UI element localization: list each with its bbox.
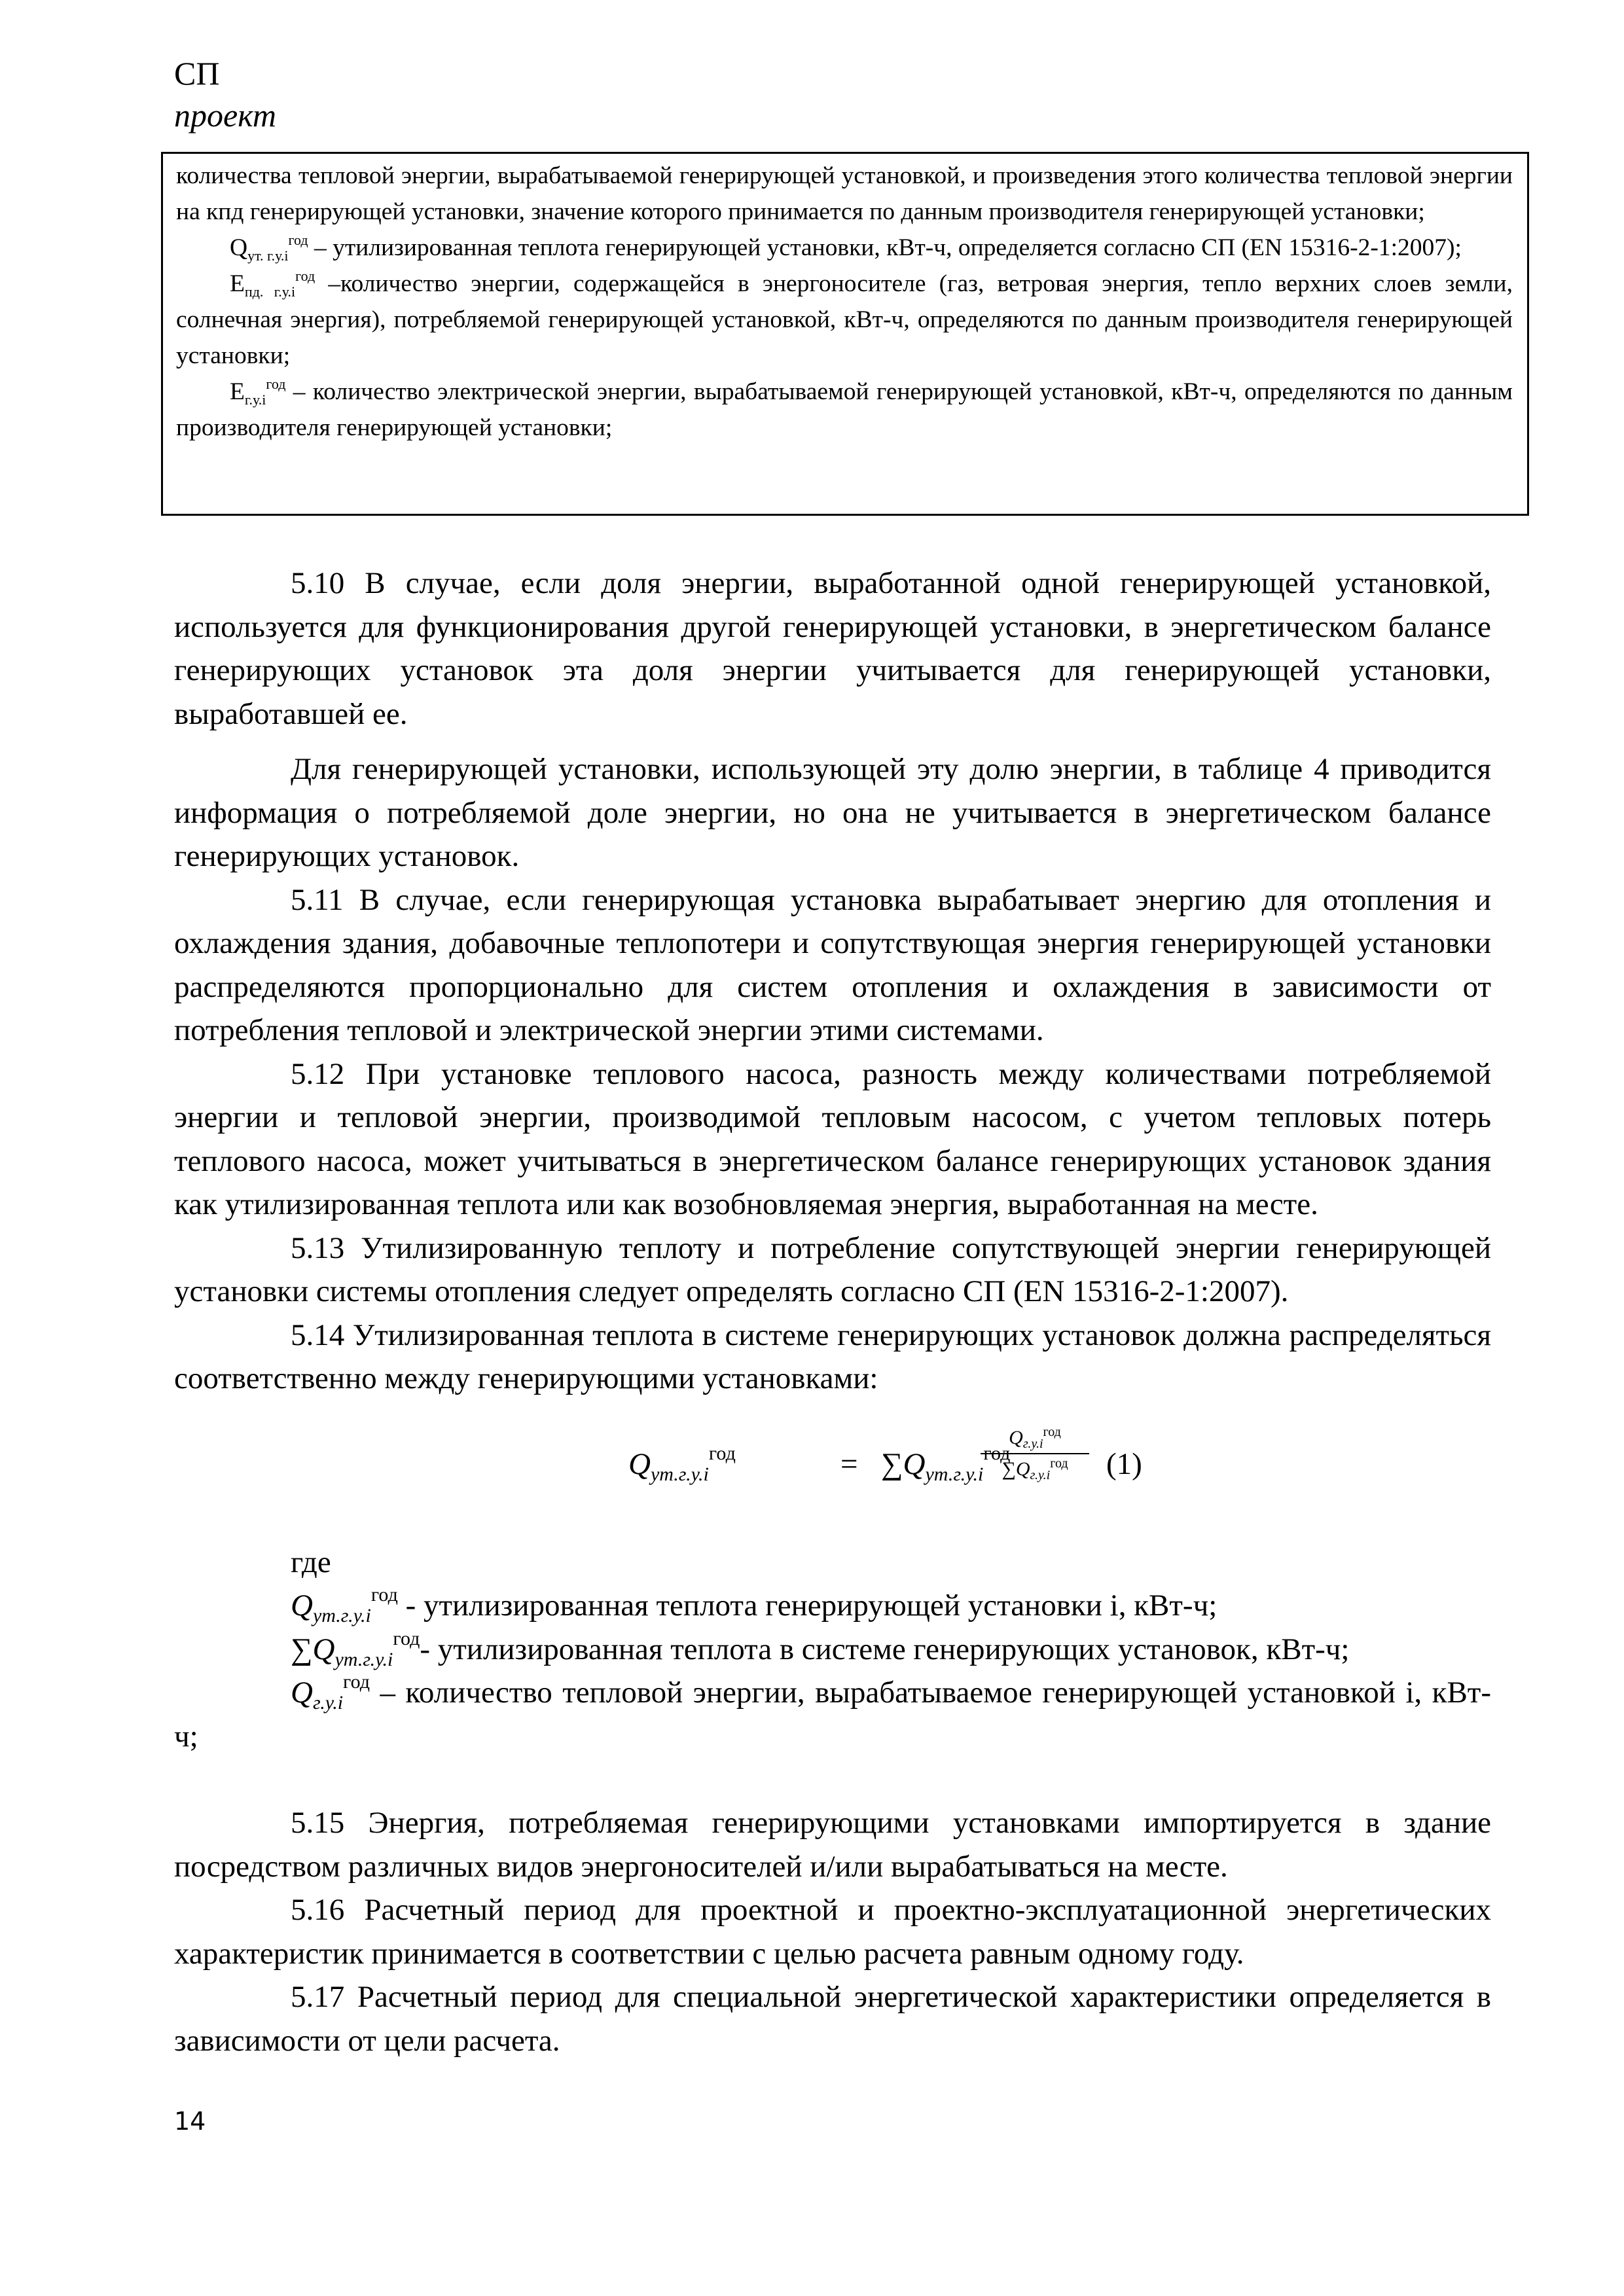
main-text (174, 562, 1491, 2062)
paragraph-5-10-continued: Для генерирующей установки, использующей эту долю энергии, в таблице 4 приводится информация о потребляемой доле энергии, но она не учитывается в энергетическом балансе генерирующих установок. (174, 752, 1491, 873)
paragraph-5-11: 5.11 В случае, если генерирующая установка вырабатывает энергию для отопления и охлаждения здания, добавочные теплопотери и сопутствующая энергия генерирующей установки распределяются пропорционально для систем отопления и охлаждения в зависимости от потребления тепловой и электрической энергии этими системами. (174, 882, 1491, 1047)
where-definition-1: $Q_{ут.г.у.i}^{год}$ - утилизированная теплота генерирующей установки i, кВт-ч; (291, 1584, 1218, 1626)
definition-e-supplied: $E_{пд. г.у.i}^{год}$ –количество энергии, содержащейся в энергоносителе (газ, ветровая энергия, тепло верхних слоев земли, солнечная энергия), потребляемой генерирующей установкой, кВт-ч, определяются по данным производителя генерирующей установки; (176, 268, 1513, 369)
paragraph-5-10: 5.10 В случае, если доля энергии, выработанной одной генерирующей установкой, используется для функционирования другой генерирующей установки, в энергетическом балансе генерирующих установок эта доля энергии учитывается для генерирующей установки, выработавшей ее. (174, 566, 1491, 731)
paragraph-5-13: 5.13 Утилизированную теплоту и потребление сопутствующей энергии генерирующей установки системы отопления следует определять согласно СП (EN 15316-2-1:2007). (174, 1230, 1491, 1308)
formula-lhs: $Q_{ут.г.у.i}^{год}$ (628, 1442, 736, 1485)
where-definition-3: $Q_{г.у.i}^{год}$ – количество тепловой энергии, вырабатываемое генерирующей установкой i, кВт-ч; (174, 1671, 1491, 1753)
paragraph-5-17: 5.17 Расчетный период для специальной энергетической характеристики определяется в зависимости от цели расчета. (174, 1980, 1491, 2058)
formula-equals: = (840, 1446, 858, 1481)
paragraph-5-14: 5.14 Утилизированная теплота в системе генерирующих установок должна распределяться соответственно между генерирующими установками: (174, 1318, 1491, 1395)
fraction-numerator: $Q_{г.у.i}^{год}$ (981, 1427, 1089, 1454)
box-intro-text: количества тепловой энергии, вырабатываемой генерирующей установкой, и произведения этого количества тепловой энергии на кпд генерирующей установки, значение которого принимается по данным производителя генерирующей установки; (176, 162, 1513, 225)
formula-number: (1) (1106, 1446, 1142, 1481)
paragraph-5-12: 5.12 При установке теплового насоса, разность между количествами потребляемой энергии и тепловой энергии, производимой тепловым насосом, с учетом тепловых потерь теплового насоса, может учитываться в энергетическом балансе генерирующих установок здания как утилизированная теплота или как возобновляемая энергия, выработанная на месте. (174, 1056, 1491, 1221)
definition-e-generated: $E_{г.у.i}^{год}$ – количество электрической энергии, вырабатываемой генерирующей установкой, кВт-ч, определяются по данным производителя генерирующей установки; (176, 376, 1513, 441)
formula-1 (174, 1401, 1491, 1541)
formula-fraction (981, 1424, 1089, 1482)
where-label: где (291, 1545, 331, 1579)
definition-q-util: $Q_{ут. г.у.i}^{год}$ – утилизированная теплота генерирующей установки, кВт-ч, определяется согласно СП (EN 15316-2-1:2007); (230, 232, 1462, 264)
definitions-box (161, 152, 1529, 516)
paragraph-5-15: 5.15 Энергия, потребляемая генерирующими установками импортируется в здание посредством различных видов энергоносителей и/или вырабатываться на месте. (174, 1806, 1491, 1884)
paragraph-5-16: 5.16 Расчетный период для проектной и проектно-эксплуатационной энергетических характеристик принимается в соответствии с целью расчета равным одному году. (174, 1893, 1491, 1971)
fraction-denominator: $\sum Q_{г.у.i}^{год}$ (1001, 1456, 1068, 1482)
formula-rhs: $\sum Q_{ут.г.у.i}^{год}$ (881, 1442, 1011, 1485)
document-status: проект (174, 97, 277, 134)
page-number: 14 (174, 2107, 206, 2136)
document-code: СП (174, 55, 220, 92)
where-definition-2: $\sum Q_{ут.г.у.i}^{год}-$ утилизированная теплота в системе генерирующих установок, кВт-ч; (291, 1627, 1350, 1670)
